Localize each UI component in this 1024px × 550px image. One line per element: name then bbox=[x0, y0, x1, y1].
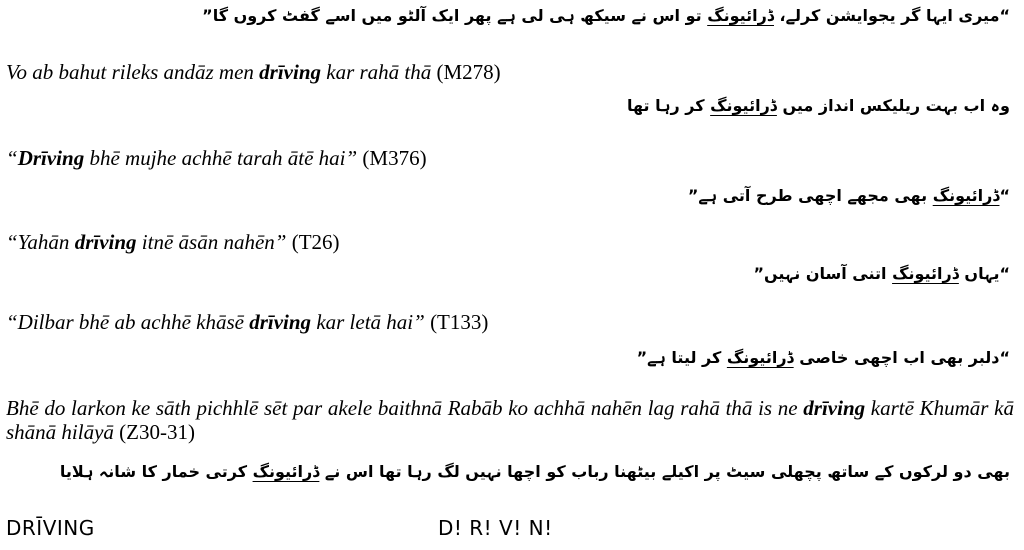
label-driving-letters: D! R! V! N! bbox=[438, 516, 553, 540]
urdu-text: “ bbox=[999, 186, 1010, 205]
roman-text: “Yahān bbox=[6, 230, 75, 254]
urdu-quote-1 bbox=[202, 6, 1010, 25]
roman-line-4 bbox=[6, 310, 488, 334]
label-driving: DRĪVING bbox=[6, 516, 95, 540]
roman-text: kartē Khumār kā shānā hilāyā bbox=[6, 396, 1014, 444]
roman-text: itnē āsān nahēn” bbox=[136, 230, 287, 254]
roman-text: bhē mujhe achhē tarah ātē hai” bbox=[84, 146, 358, 170]
urdu-highlight: ڈرائیونگ bbox=[252, 462, 320, 481]
roman-text: Bhē do larkon ke sāth pichhlē sēt par akele baithnā Rabāb ko achhā nahēn lag rahā thā is ne bbox=[6, 396, 804, 420]
urdu-text: کر رہا تھا bbox=[626, 96, 711, 115]
keyword: drīving bbox=[803, 396, 866, 420]
roman-text: “ bbox=[6, 146, 18, 170]
keyword: drīving bbox=[259, 60, 321, 84]
urdu-text: بھی مجھے اچھی طرح آتی ہے” bbox=[687, 186, 933, 205]
citation: (Z30-31) bbox=[113, 420, 195, 444]
urdu-line-3 bbox=[753, 264, 1010, 283]
urdu-text: “یہاں bbox=[958, 264, 1010, 283]
keyword: Drīving bbox=[17, 146, 85, 170]
urdu-text: کرتی خمار کا شانہ ہلایا bbox=[59, 462, 253, 481]
roman-line-3 bbox=[6, 230, 340, 254]
roman-line-2 bbox=[6, 146, 427, 170]
roman-text: Vo ab bahut rileks andāz men bbox=[6, 60, 260, 84]
urdu-text: “میری ایہا گر یجوایشن کرلے، bbox=[773, 6, 1010, 25]
urdu-text: وہ اب بہت ریلیکس انداز میں bbox=[776, 96, 1010, 115]
urdu-highlight: ڈرائیونگ bbox=[726, 348, 794, 367]
urdu-highlight: ڈرائیونگ bbox=[932, 186, 1000, 205]
urdu-text: بھی دو لرکوں کے ساتھ پچھلی سیٹ پر اکیلے بیٹھنا رباب کو اچھا نہیں لگ رہا تھا اس نے bbox=[319, 462, 1010, 481]
citation: (T26) bbox=[286, 230, 340, 254]
citation: (M278) bbox=[431, 60, 501, 84]
citation: (M376) bbox=[357, 146, 427, 170]
citation: (T133) bbox=[424, 310, 489, 334]
roman-line-5 bbox=[6, 396, 1014, 444]
roman-text: kar rahā thā bbox=[321, 60, 432, 84]
roman-text: “Dilbar bhē ab achhē khāsē bbox=[6, 310, 250, 334]
keyword: drīving bbox=[74, 230, 137, 254]
urdu-text: کر لیتا ہے” bbox=[636, 348, 727, 367]
roman-line-1 bbox=[6, 60, 501, 84]
urdu-line-5 bbox=[6, 462, 1010, 481]
urdu-highlight: ڈرائیونگ bbox=[710, 96, 777, 115]
urdu-line-2 bbox=[688, 186, 1010, 205]
keyword: drīving bbox=[249, 310, 312, 334]
urdu-line-4 bbox=[637, 348, 1010, 367]
urdu-highlight: ڈرائیونگ bbox=[892, 264, 959, 283]
urdu-line-1 bbox=[627, 96, 1010, 115]
urdu-text: تو اس نے سیکھ ہی لی ہے پھر ایک آلٹو میں اسے گفٹ کروں گا” bbox=[202, 6, 708, 25]
urdu-text: “دلبر بھی اب اچھی خاصی bbox=[793, 348, 1010, 367]
roman-text: kar letā hai” bbox=[311, 310, 425, 334]
urdu-highlight: ڈرائیونگ bbox=[707, 6, 774, 25]
urdu-text: اتنی آسان نہیں” bbox=[753, 264, 893, 283]
